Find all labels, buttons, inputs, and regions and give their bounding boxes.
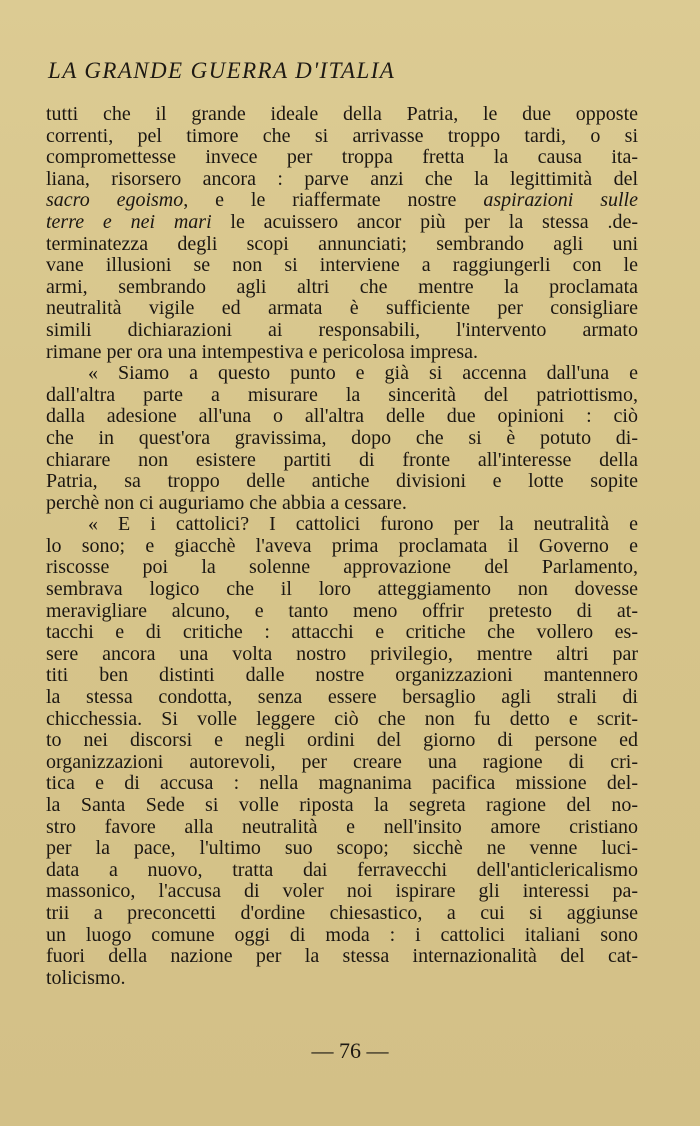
text-line: correnti, pel timore che si arrivasse troppo tardi, o si bbox=[46, 124, 638, 147]
text-line: fuori della nazione per la stessa internazionalità del cat- bbox=[46, 945, 638, 968]
paragraph bbox=[46, 104, 638, 363]
text-line: tica e di accusa : nella magnanima pacifica missione del- bbox=[46, 772, 638, 795]
text-line: dall'altra parte a misurare la sincerità del patriottismo, bbox=[46, 383, 638, 406]
running-head: LA GRANDE GUERRA D'ITALIA bbox=[48, 58, 396, 83]
text-line: dalla adesione all'una o all'altra delle due opinioni : ciò bbox=[46, 405, 638, 428]
text-line: data a nuovo, tratta dai ferravecchi dell'anticlericalismo bbox=[46, 858, 638, 881]
text-line: tolicismo. bbox=[46, 966, 126, 989]
text-line: la stessa condotta, senza essere bersaglio agli strali di bbox=[46, 686, 638, 709]
text-line: terminatezza degli scopi annunciati; sembrando agli uni bbox=[46, 232, 638, 255]
text-line: terre e nei mari le acuissero ancor più per la stessa .de- bbox=[46, 210, 638, 233]
text-line: massonico, l'accusa di voler noi ispirare gli interessi pa- bbox=[46, 880, 638, 903]
text-line: meravigliare alcuno, e tanto meno offrir pretesto di at- bbox=[46, 599, 638, 622]
text-line: « Siamo a questo punto e già si accenna dall'una e bbox=[88, 362, 638, 385]
text-line: compromettesse invece per troppa fretta la causa ita- bbox=[46, 146, 638, 169]
text-line: organizzazioni autorevoli, per creare una ragione di cri- bbox=[46, 750, 638, 773]
text-line: sembrava logico che il loro atteggiamento non dovesse bbox=[46, 578, 638, 601]
text-line: per la pace, l'ultimo suo scopo; sicchè ne venne luci- bbox=[46, 837, 638, 860]
text-line: tutti che il grande ideale della Patria, le due opposte bbox=[46, 103, 638, 125]
text-line: trii a preconcetti d'ordine chiesastico, a cui si aggiunse bbox=[46, 901, 638, 924]
text-line: « E i cattolici? I cattolici furono per la neutralità e bbox=[88, 513, 638, 536]
text-line: lo sono; e giacchè l'aveva prima proclamata il Governo e bbox=[46, 534, 638, 557]
text-line: chiarare non esistere partiti di fronte all'interesse della bbox=[46, 448, 638, 471]
text-line: liana, risorsero ancora : parve anzi che la legittimità del bbox=[46, 167, 638, 190]
text-line: stro favore alla neutralità e nell'insito amore cristiano bbox=[46, 815, 638, 838]
text-line: rimane per ora una intempestiva e pericolosa impresa. bbox=[46, 340, 479, 363]
text-line: sere ancora una volta nostro privilegio, mentre altri par bbox=[46, 642, 638, 665]
text-line: che in quest'ora gravissima, dopo che si è potuto di- bbox=[46, 426, 638, 449]
text-line: la Santa Sede si volle riposta la segreta ragione del no- bbox=[46, 794, 638, 816]
text-line: vane illusioni se non si interviene a raggiungerli con le bbox=[46, 254, 638, 277]
text-line: armi, sembrando agli altri che mentre la proclamata bbox=[46, 275, 638, 298]
text-line: tacchi e di critiche : attacchi e critiche che vollero es- bbox=[46, 621, 638, 644]
text-line: to nei discorsi e negli ordini del giorno di persone ed bbox=[46, 729, 638, 752]
text-line: titi ben distinti dalle nostre organizzazioni mantennero bbox=[46, 664, 638, 687]
body-text bbox=[46, 104, 638, 989]
page-number: — 76 — bbox=[311, 1038, 389, 1063]
text-line: simili dichiarazioni ai responsabili, l'intervento armato bbox=[46, 318, 638, 341]
text-line: sacro egoismo, e le riaffermate nostre aspirazioni sulle bbox=[46, 189, 638, 212]
text-line: Patria, sa troppo delle antiche divisioni e lotte sopite bbox=[46, 470, 638, 493]
text-line: neutralità vigile ed armata è sufficiente per consigliare bbox=[46, 297, 638, 320]
paragraph bbox=[46, 514, 638, 989]
paragraph bbox=[46, 363, 638, 514]
text-line: perchè non ci auguriamo che abbia a cessare. bbox=[46, 491, 407, 514]
text-line: chicchessia. Si volle leggere ciò che non fu detto e scrit- bbox=[46, 707, 638, 730]
text-line: un luogo comune oggi di moda : i cattolici italiani sono bbox=[46, 923, 638, 946]
text-line: riscosse poi la solenne approvazione del Parlamento, bbox=[46, 556, 638, 579]
